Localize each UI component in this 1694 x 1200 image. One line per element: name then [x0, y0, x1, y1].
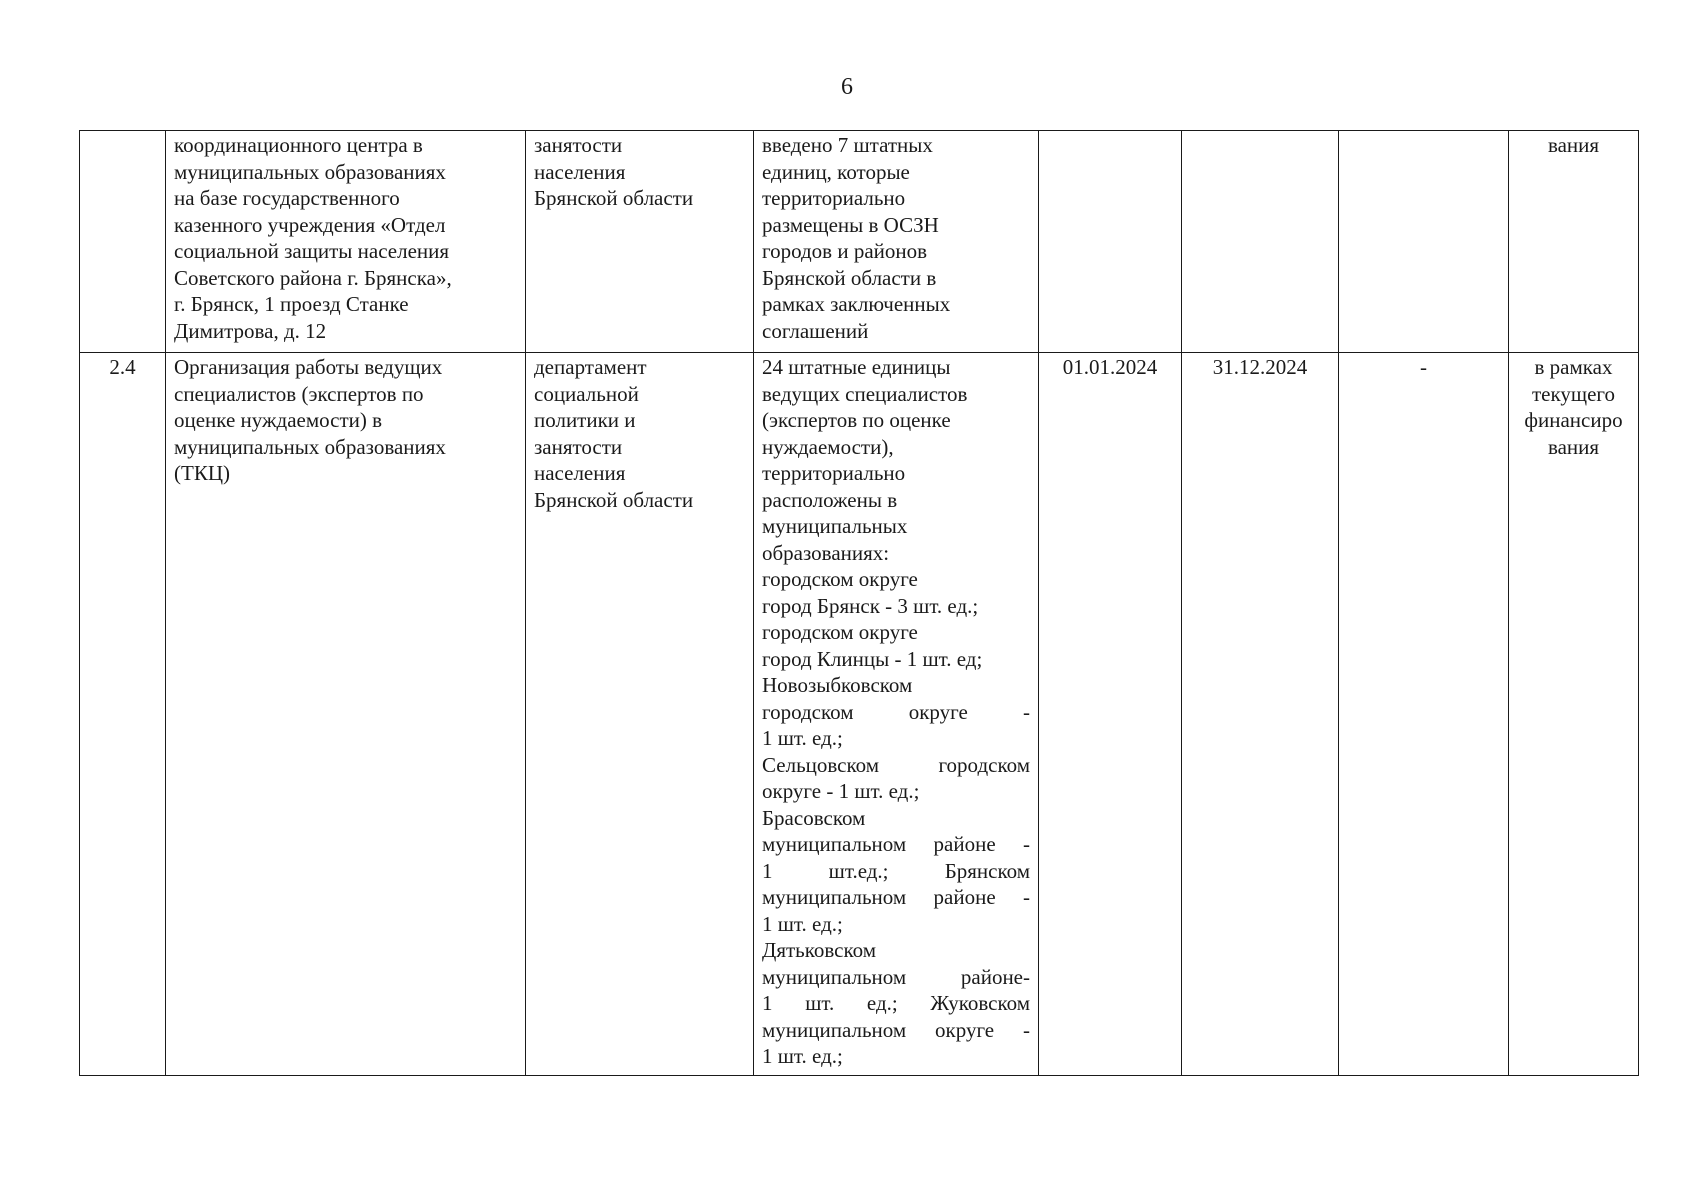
- cell-result: [754, 131, 1039, 353]
- cell-executor: [526, 353, 754, 1076]
- cell-text-line: 24 штатные единицы: [762, 355, 951, 379]
- cell-number: 2.4: [80, 353, 166, 1076]
- cell-text-line: Дятьковском: [762, 938, 877, 962]
- cell-measure-name: [166, 131, 526, 353]
- cell-cost: -: [1339, 353, 1509, 1076]
- cell-executor: [526, 131, 754, 353]
- cell-cost: [1339, 131, 1509, 353]
- cell-text-line: муниципальном районе -: [762, 832, 1030, 856]
- cell-text-line: муниципальном районе-: [762, 964, 1030, 989]
- cell-text-line: занятости: [534, 133, 623, 157]
- cell-text-line: 1 шт. ед.;: [762, 911, 843, 936]
- cell-text-line: образованиях:: [762, 540, 890, 565]
- cell-text-line: муниципальных: [762, 514, 908, 538]
- cell-text-line: муниципальном округе -: [762, 1017, 1030, 1042]
- cell-text-line: введено 7 штатных: [762, 133, 933, 157]
- cell-text-line: город Брянск - 3 шт. ед.;: [762, 593, 979, 618]
- cell-text-line: размещены в ОСЗН: [762, 212, 939, 237]
- cell-end-date: 31.12.2024: [1182, 353, 1339, 1076]
- cell-text-line: казенного учреждения «Отдел: [174, 212, 446, 237]
- cell-text-line: территориально: [762, 186, 906, 210]
- cell-text-line: Брянской области: [534, 186, 694, 210]
- cell-number: [80, 131, 166, 353]
- cell-text-line: 1 шт. ед.;: [762, 1044, 843, 1068]
- cell-text-line: соглашений: [762, 318, 869, 343]
- cell-text-line: муниципальных образованиях: [174, 434, 446, 459]
- cell-measure-name: [166, 353, 526, 1076]
- cell-text-line: округе - 1 шт. ед.;: [762, 779, 920, 803]
- cell-text-line: муниципальном районе -: [762, 885, 1030, 909]
- cell-text-line: ведущих специалистов: [762, 381, 968, 406]
- cell-text-line: в рамках: [1534, 355, 1613, 379]
- cell-end-date: [1182, 131, 1339, 353]
- cell-text-line: на базе государственного: [174, 186, 400, 210]
- cell-text-line: населения: [534, 461, 626, 485]
- cell-text-line: 1 шт. ед.; Жуковском: [762, 991, 1030, 1015]
- cell-text-line: вания: [1547, 133, 1600, 157]
- cell-text-line: расположены в: [762, 487, 898, 512]
- cell-start-date: 01.01.2024: [1039, 353, 1182, 1076]
- cell-funding-source: [1509, 131, 1639, 353]
- cell-text-line: (ТКЦ): [174, 461, 230, 485]
- cell-text-line: территориально: [762, 461, 906, 485]
- cell-text-line: единиц, которые: [762, 159, 910, 184]
- cell-text-line: оценке нуждаемости) в: [174, 408, 383, 432]
- cell-text-line: социальной: [534, 381, 639, 406]
- cell-text-line: Брянской области в: [762, 265, 937, 290]
- cell-text-line: социальной защиты населения: [174, 239, 450, 263]
- measures-table: [79, 130, 1639, 1076]
- cell-text-line: городском округе: [762, 567, 918, 591]
- cell-text-line: Новозыбковском: [762, 673, 913, 697]
- cell-text-line: политики и: [534, 408, 636, 432]
- cell-text-line: занятости: [534, 434, 623, 459]
- cell-text-line: финансиро: [1524, 408, 1623, 432]
- cell-text-line: текущего: [1532, 381, 1615, 406]
- cell-text-line: муниципальных образованиях: [174, 159, 446, 184]
- cell-start-date: [1039, 131, 1182, 353]
- cell-text-line: 1 шт. ед.;: [762, 726, 843, 750]
- table-row: [80, 353, 1639, 1076]
- cell-text-line: вания: [1547, 434, 1600, 459]
- cell-text-line: городском округе: [762, 620, 918, 644]
- cell-text-line: Сельцовском городском: [762, 752, 1030, 777]
- cell-text-line: городском округе -: [762, 699, 1030, 724]
- cell-result: [754, 353, 1039, 1076]
- page-number: 6: [841, 74, 853, 100]
- cell-text-line: Димитрова, д. 12: [174, 318, 327, 343]
- cell-text-line: департамент: [534, 355, 647, 379]
- cell-text-line: рамках заключенных: [762, 292, 951, 316]
- cell-text-line: Советского района г. Брянска»,: [174, 265, 452, 290]
- cell-text-line: населения: [534, 159, 626, 184]
- cell-text-line: нуждаемости),: [762, 434, 894, 459]
- cell-text-line: Брянской области: [534, 487, 694, 512]
- cell-text-line: город Клинцы - 1 шт. ед;: [762, 646, 983, 671]
- cell-text-line: специалистов (экспертов по: [174, 381, 424, 406]
- cell-text-line: Организация работы ведущих: [174, 355, 443, 379]
- cell-text-line: г. Брянск, 1 проезд Станке: [174, 292, 409, 316]
- cell-text-line: городов и районов: [762, 239, 928, 263]
- cell-text-line: 1 шт.ед.; Брянском: [762, 858, 1030, 883]
- cell-text-line: координационного центра в: [174, 133, 423, 157]
- cell-text-line: Брасовском: [762, 805, 866, 830]
- table-row: [80, 131, 1639, 353]
- cell-funding-source: [1509, 353, 1639, 1076]
- cell-text-line: (экспертов по оценке: [762, 408, 951, 432]
